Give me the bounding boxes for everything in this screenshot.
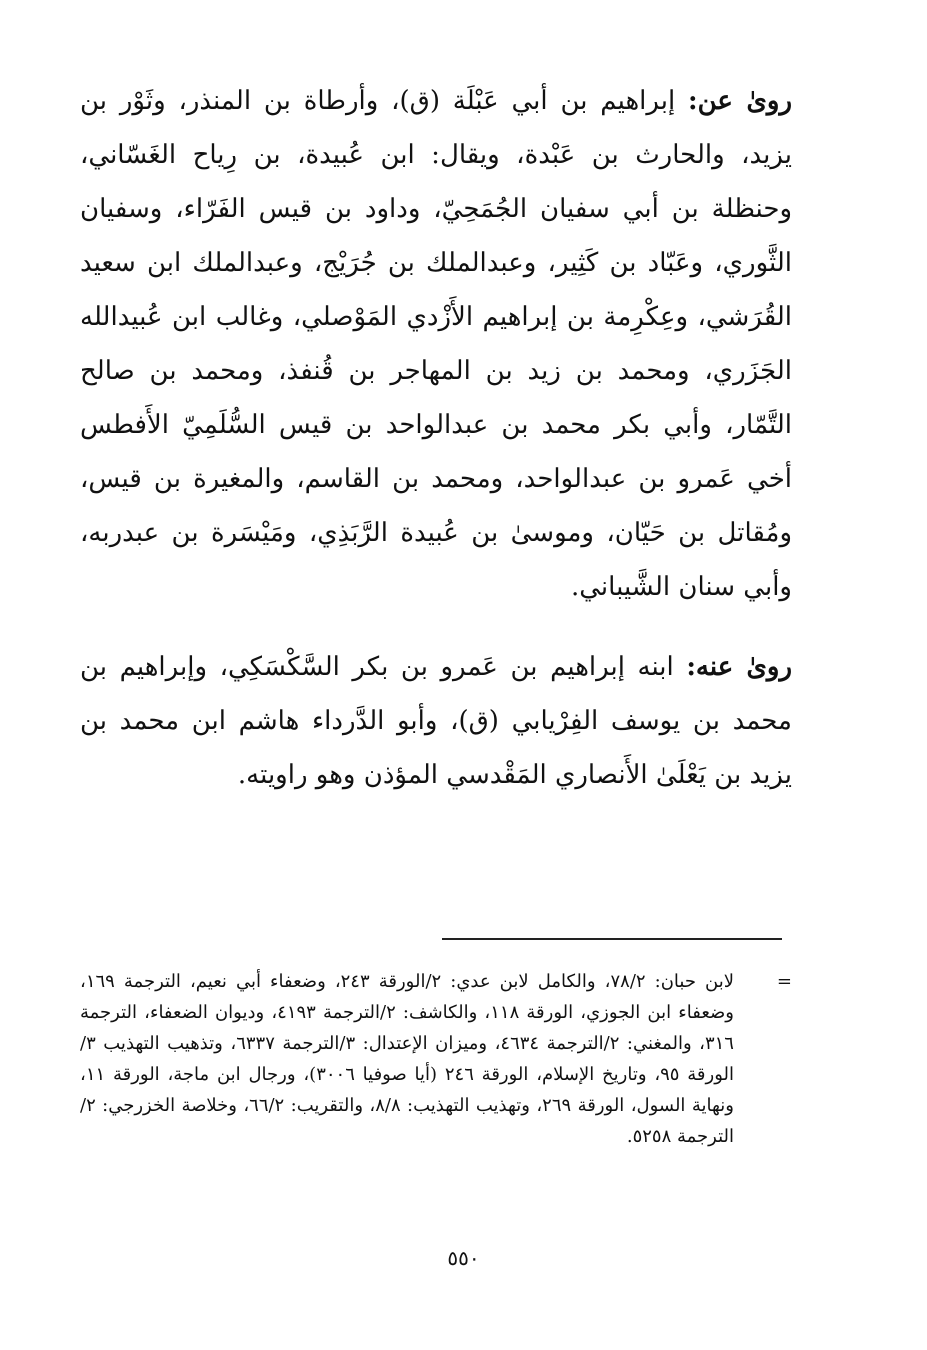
page-number: ٥٥٠ bbox=[447, 1246, 480, 1270]
main-text bbox=[80, 74, 792, 802]
footnote-continuation-marker: = bbox=[776, 971, 792, 992]
narrated-by-label: روىٰ عنه: bbox=[686, 652, 793, 682]
footnote-text: لابن حبان: ٧٨/٢، والكامل لابن عدي: ٢/الورقة ٢٤٣، وضعفاء أبي نعيم، الترجمة ١٦٩، وضعفاء ابن الجوزي، الورقة ١١٨، والكاشف: ٢/الترجمة ٤١٩٣، وديوان الضعفاء، الترجمة ٣١٦، والمغني: ٢/الترجمة ٤٦٣٤، وميزان الإعتدال: ٣/الترجمة ٦٣٣٧، وتذهيب التهذيب ٣/الورقة ٩٥، وتاريخ الإسلام، الورقة ٢٤٦ (أيا صوفيا ٣٠٠٦)، ورجال ابن ماجة، الورقة ١١، ونهاية السول، الورقة ٢٦٩، وتهذيب التهذيب: ٨/٨، والتقريب: ٦٦/٢، وخلاصة الخزرجي: ٢/الترجمة ٥٢٥٨. bbox=[80, 971, 735, 1147]
narrated-by-paragraph bbox=[80, 640, 792, 802]
narrated-by-text: ابنه إبراهيم بن عَمرو بن بكر السَّكْسَكِي، وإبراهيم بن محمد بن يوسف الفِرْيابي (ق)، وأبو الدَّرداء هاشم ابن محمد بن يزيد بن يَعْلَىٰ الأَنصاري المَقْدسي المؤذن وهو راويته. bbox=[80, 652, 792, 790]
footnote-separator bbox=[442, 938, 782, 940]
narrated-from-text: إبراهيم بن أبي عَبْلَة (ق)، وأرطاة بن المنذر، وثَوْر بن يزيد، والحارث بن عَبْدة، ويقال: ابن عُبيدة، بن رِياح الغَسّاني، وحنظلة بن أبي سفيان الجُمَحِيّ، وداود بن قيس الفَرّاء، وسفيان الثَّوري، وعَبّاد بن كَثِير، وعبدالملك بن جُرَيْج، وعبدالملك ابن سعيد القُرَشي، وعِكْرِمة بن إبراهيم الأَزْدي المَوْصلي، وغالب ابن عُبيدالله الجَزَري، ومحمد بن زيد بن المهاجر بن قُنفذ، ومحمد بن صالح التَّمّار، وأبي بكر محمد بن عبدالواحد بن قيس السُّلَمِيّ الأَفطس أخي عَمرو بن عبدالواحد، ومحمد بن القاسم، والمغيرة بن قيس، ومُقاتل بن حَيّان، وموسىٰ بن عُبيدة الرَّبَذِي، ومَيْسَرة بن عبدربه، وأبي سنان الشَّيباني. bbox=[80, 86, 792, 602]
footnote bbox=[80, 966, 792, 1152]
narrated-from-paragraph bbox=[80, 74, 792, 614]
narrated-from-label: روىٰ عن: bbox=[688, 86, 793, 116]
